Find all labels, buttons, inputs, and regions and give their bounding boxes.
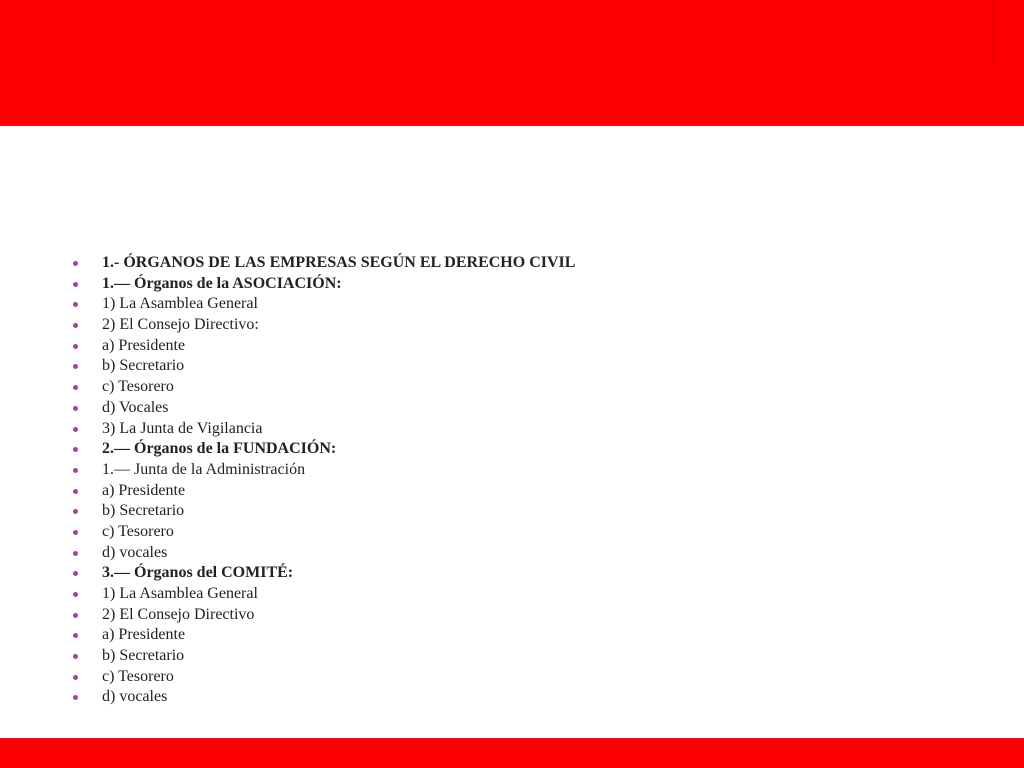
list-item-text: 1.— Órganos de la ASOCIACIÓN:: [102, 274, 342, 292]
bullet-icon: [73, 302, 78, 307]
bullet-icon: [73, 489, 78, 494]
bullet-icon: [73, 385, 78, 390]
list-item: [70, 336, 575, 357]
list-item-text: 2) El Consejo Directivo:: [102, 316, 259, 334]
bullet-icon: [73, 551, 78, 556]
bullet-icon: [73, 613, 78, 618]
bullet-icon: [73, 447, 78, 452]
list-item-text: 1) La Asamblea General: [102, 585, 258, 602]
list-item: [70, 625, 575, 646]
list-item: [70, 667, 575, 688]
list-item-text: b) Secretario: [102, 357, 185, 375]
list-item: [70, 253, 575, 274]
list-item-text: 1) La Asamblea General: [102, 295, 258, 313]
top-banner: [0, 0, 1024, 126]
bullet-icon: [73, 592, 78, 597]
list-item-text: 2.— Órganos de la FUNDACIÓN:: [102, 440, 337, 458]
banner-divider-line: [993, 0, 994, 66]
list-item-text: b) Secretario: [102, 502, 185, 520]
list-item-text: 2) El Consejo Directivo: [102, 605, 255, 623]
list-item: [70, 605, 575, 626]
list-item-text: c) Tesorero: [102, 378, 174, 396]
list-item-text: 3) La Junta de Vigilancia: [102, 419, 263, 437]
list-item: [70, 377, 575, 398]
bullet-icon: [73, 406, 78, 411]
list-item: [70, 460, 575, 481]
bullet-icon: [73, 571, 78, 576]
list-item-text: d) vocales: [102, 688, 168, 706]
list-item: [70, 398, 575, 419]
list-item-text: 1.— Junta de la Administración: [102, 460, 306, 478]
bullet-icon: [73, 695, 78, 700]
bullet-icon: [73, 344, 78, 349]
list-item: [70, 501, 575, 522]
list-item-text: d) vocales: [102, 543, 168, 561]
list-item-text: c) Tesorero: [102, 522, 174, 540]
list-item: [70, 294, 575, 315]
bullet-icon: [73, 364, 78, 369]
bullet-icon: [73, 468, 78, 473]
list-item: [70, 584, 575, 605]
list-item: [70, 481, 575, 502]
bullet-list: [70, 253, 575, 708]
list-item: [70, 543, 575, 564]
bullet-icon: [73, 675, 78, 680]
list-item-text: d) Vocales: [102, 398, 169, 416]
bullet-icon: [73, 530, 78, 535]
list-item-text: b) Secretario: [102, 647, 185, 665]
list-item-text: a) Presidente: [102, 481, 186, 499]
list-item: [70, 563, 575, 584]
list-item: [70, 687, 575, 708]
bullet-icon: [73, 509, 78, 514]
list-item-text: 1.- ÓRGANOS DE LAS EMPRESAS SEGÚN EL DERECHO CIVIL: [102, 254, 576, 271]
list-item-text: a) Presidente: [102, 626, 186, 644]
list-item: [70, 646, 575, 667]
bullet-icon: [73, 633, 78, 638]
bullet-icon: [73, 427, 78, 432]
list-item: [70, 315, 575, 336]
list-item: [70, 274, 575, 295]
bullet-icon: [73, 323, 78, 328]
bullet-icon: [73, 261, 78, 266]
list-item: [70, 419, 575, 440]
list-item-text: a) Presidente: [102, 336, 186, 354]
list-item-text: 3.— Órganos del COMITÉ:: [102, 564, 294, 582]
list-item: [70, 439, 575, 460]
bottom-banner: [0, 738, 1024, 768]
list-item-text: c) Tesorero: [102, 667, 174, 685]
list-item: [70, 356, 575, 377]
bullet-icon: [73, 282, 78, 287]
list-item: [70, 522, 575, 543]
bullet-icon: [73, 654, 78, 659]
